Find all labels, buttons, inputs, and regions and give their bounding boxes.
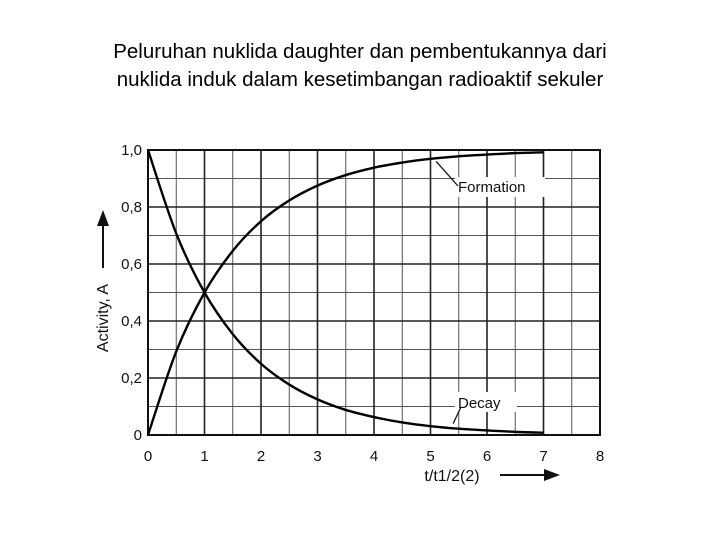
x-tick-label: 8 <box>595 448 605 465</box>
y-axis-label: Activity, A <box>95 283 112 353</box>
x-tick-label: 7 <box>539 448 548 465</box>
y-tick-label: 0,6 <box>121 256 142 273</box>
x-tick-label: 0 <box>143 448 153 465</box>
slide-title-line-1: Peluruhan nuklida daughter dan pembentukannya dari <box>113 40 607 63</box>
x-tick-label: 2 <box>256 448 266 465</box>
x-tick-label: 6 <box>482 448 492 465</box>
y-tick-label: 0,4 <box>121 313 142 330</box>
annotation-formation: Formation <box>458 179 526 196</box>
y-tick-label: 0 <box>133 427 142 444</box>
y-tick-label: 0,2 <box>121 370 142 387</box>
x-tick-label: 5 <box>426 448 435 465</box>
y-axis-arrowhead <box>97 210 109 226</box>
annotation-decay: Decay <box>458 395 501 412</box>
axis-labels <box>95 210 560 485</box>
x-tick-label: 1 <box>200 448 209 465</box>
y-tick-label: 0,8 <box>121 199 142 216</box>
x-tick-labels <box>144 448 604 465</box>
y-tick-label: 1,0 <box>121 142 142 159</box>
x-tick-label: 3 <box>313 448 322 465</box>
annotation-leader <box>436 161 458 186</box>
x-tick-label: 4 <box>369 448 379 465</box>
y-tick-labels <box>121 142 142 444</box>
x-axis-label: t/t1/2(2) <box>424 468 480 485</box>
x-axis-arrowhead <box>544 469 560 481</box>
slide-title-line-2: nuklida induk dalam kesetimbangan radioaktif sekuler <box>116 68 604 91</box>
